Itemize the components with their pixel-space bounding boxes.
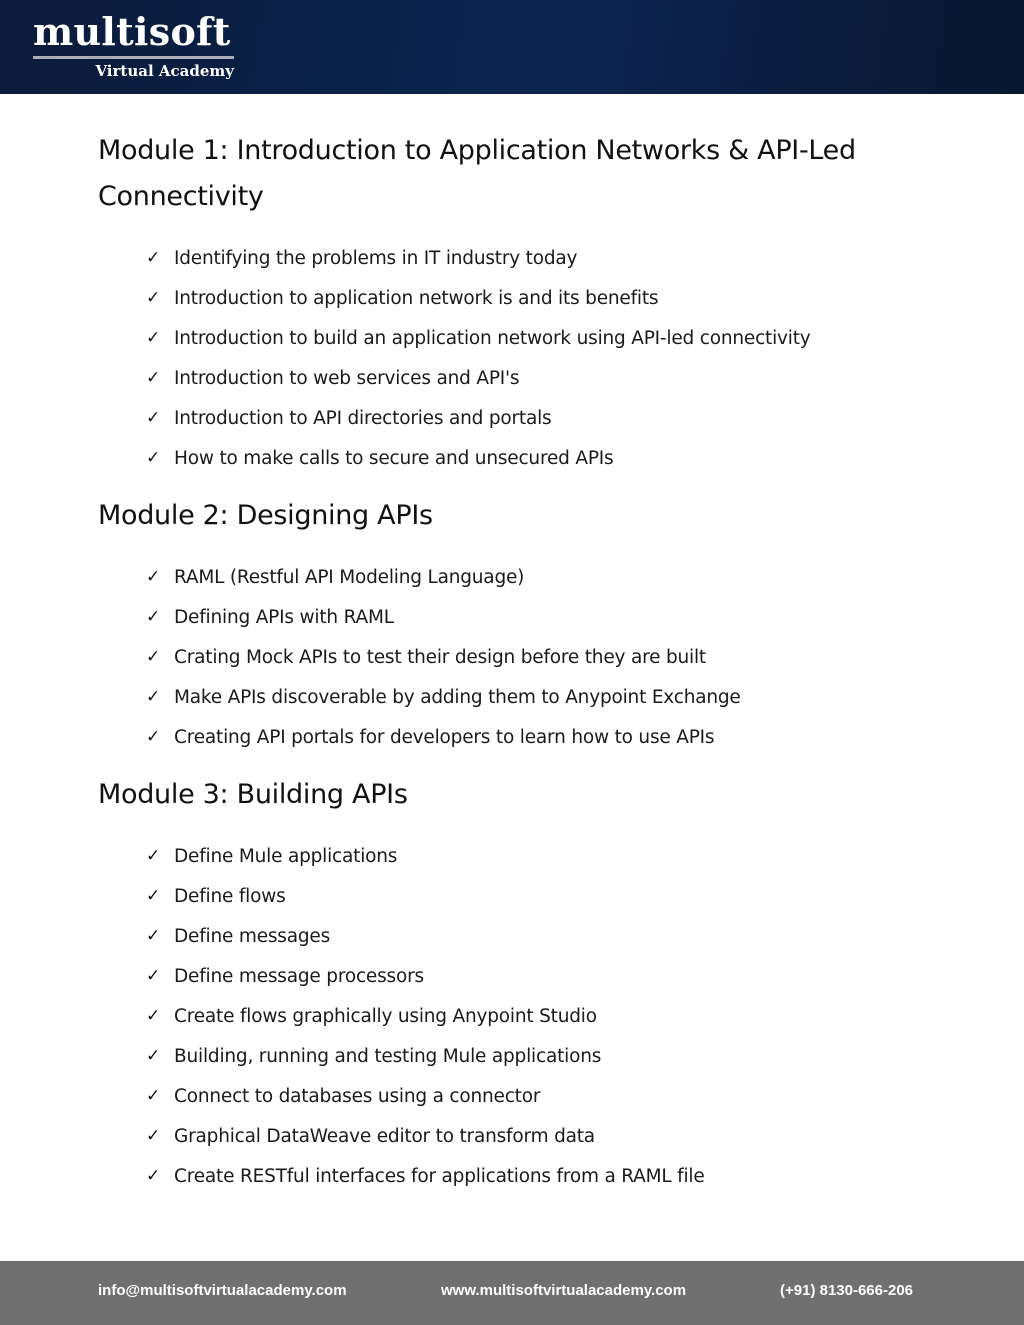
check-mark-icon: ✓ [146, 727, 161, 747]
topic-text: Define messages [174, 925, 331, 947]
list-item [146, 956, 705, 996]
check-mark-icon: ✓ [146, 647, 161, 667]
topic-text: Defining APIs with RAML [174, 606, 394, 628]
topic-text: Building, running and testing Mule applications [174, 1045, 602, 1067]
check-mark-icon: ✓ [146, 368, 161, 388]
list-item [146, 677, 741, 717]
list-item [146, 836, 705, 876]
footer-website-link[interactable]: www.multisoftvirtualacademy.com [441, 1282, 687, 1299]
page-header [0, 0, 1024, 94]
topic-text: Introduction to application network is and its benefits [174, 287, 659, 309]
list-item [146, 637, 741, 677]
module-2-topic-list [98, 557, 741, 757]
check-mark-icon: ✓ [146, 1046, 161, 1066]
check-mark-icon: ✓ [146, 687, 161, 707]
module-3-section [98, 772, 705, 1196]
check-mark-icon: ✓ [146, 248, 161, 268]
list-item [146, 916, 705, 956]
topic-text: Connect to databases using a connector [174, 1085, 541, 1107]
footer-phone: (+91) 8130-666-206 [780, 1282, 914, 1299]
topic-text: How to make calls to secure and unsecured APIs [174, 447, 614, 469]
topic-text: Create RESTful interfaces for applications from a RAML file [174, 1165, 705, 1187]
list-item [146, 278, 938, 318]
module-1-section [98, 128, 938, 478]
topic-text: Introduction to web services and API's [174, 367, 520, 389]
module-3-title: Module 3: Building APIs [98, 779, 408, 810]
module-3-topic-list [98, 836, 705, 1196]
list-item [146, 1116, 705, 1156]
footer-email-link[interactable]: info@multisoftvirtualacademy.com [98, 1282, 347, 1299]
check-mark-icon: ✓ [146, 1086, 161, 1106]
list-item [146, 398, 938, 438]
logo-subtitle: Virtual Academy [95, 62, 234, 80]
check-mark-icon: ✓ [146, 1166, 161, 1186]
topic-text: Define flows [174, 885, 286, 907]
check-mark-icon: ✓ [146, 966, 161, 986]
module-1-topic-list [98, 238, 938, 478]
check-mark-icon: ✓ [146, 886, 161, 906]
list-item [146, 1156, 705, 1196]
check-mark-icon: ✓ [146, 288, 161, 308]
logo-divider [33, 56, 234, 59]
check-mark-icon: ✓ [146, 1006, 161, 1026]
list-item [146, 996, 705, 1036]
topic-text: Make APIs discoverable by adding them to Anypoint Exchange [174, 686, 741, 708]
check-mark-icon: ✓ [146, 408, 161, 428]
list-item [146, 717, 741, 757]
check-mark-icon: ✓ [146, 607, 161, 627]
topic-text: Define Mule applications [174, 845, 398, 867]
topic-text: Define message processors [174, 965, 424, 987]
module-2-title: Module 2: Designing APIs [98, 500, 433, 531]
list-item [146, 438, 938, 478]
page-footer [0, 1261, 1024, 1325]
check-mark-icon: ✓ [146, 567, 161, 587]
module-1-title: Module 1: Introduction to Application Networks & API-Led Connectivity [98, 135, 856, 212]
topic-text: Introduction to build an application network using API-led connectivity [174, 327, 811, 349]
check-mark-icon: ✓ [146, 926, 161, 946]
topic-text: RAML (Restful API Modeling Language) [174, 566, 525, 588]
list-item [146, 597, 741, 637]
topic-text: Creating API portals for developers to learn how to use APIs [174, 726, 715, 748]
check-mark-icon: ✓ [146, 328, 161, 348]
module-2-section [98, 493, 741, 757]
check-mark-icon: ✓ [146, 448, 161, 468]
topic-text: Identifying the problems in IT industry today [174, 247, 578, 269]
list-item [146, 876, 705, 916]
check-mark-icon: ✓ [146, 846, 161, 866]
list-item [146, 557, 741, 597]
multisoft-logo[interactable] [33, 9, 235, 80]
topic-text: Create flows graphically using Anypoint Studio [174, 1005, 597, 1027]
topic-text: Introduction to API directories and portals [174, 407, 552, 429]
list-item [146, 358, 938, 398]
logo-wordmark: multisoft [33, 9, 231, 54]
list-item [146, 1076, 705, 1116]
topic-text: Crating Mock APIs to test their design before they are built [174, 646, 706, 668]
list-item [146, 238, 938, 278]
check-mark-icon: ✓ [146, 1126, 161, 1146]
list-item [146, 318, 938, 358]
list-item [146, 1036, 705, 1076]
topic-text: Graphical DataWeave editor to transform data [174, 1125, 595, 1147]
